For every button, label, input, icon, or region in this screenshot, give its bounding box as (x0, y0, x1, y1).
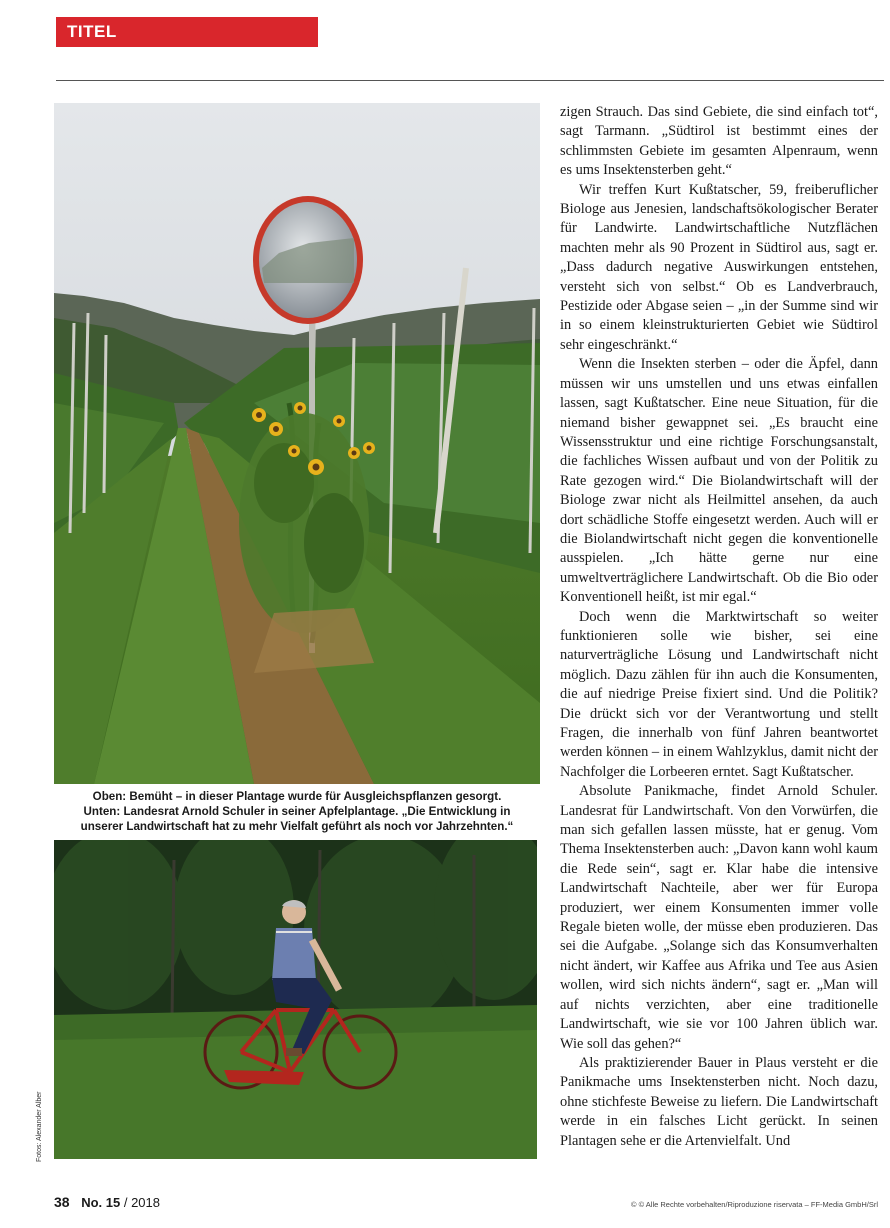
paragraph: zigen Strauch. Das sind Gebiete, die sind einfach tot“, sagt Tarmann. „Südtirol ist bestimmt eines der schlimmsten Gebiete im gesamten Alpenraum, wenn es ums Insektensterben geht.“ (560, 104, 878, 179)
cyclist-photo (54, 840, 537, 1159)
caption-line: unserer Landwirtschaft hat zu mehr Vielfalt geführt als noch vor Jahrzehnten.“ (80, 820, 514, 833)
photo-credit: Fotos: Alexander Alber (36, 1091, 43, 1162)
paragraph: Wir treffen Kurt Kußtatscher, 59, freiberuflicher Biologe aus Jenesien, landschaftsökologischer Berater für Landwirte. Landwirtschaftliche Nutzflächen machten mehr als 90 Prozent in Südtirol aus, sagt er. „Dass dadurch negative Auswirkungen entstehen, versteht sich von selbst.“ Ob es Landverbrauch, Pestizide oder Abgase seien – „in der Summe sind wir in so einem kleinstrukturierten Gebiet wie Südtirol sehr eingeschränkt.“ (560, 181, 878, 353)
paragraph: Wenn die Insekten sterben – oder die Äpfel, dann müssen wir uns umstellen und uns etwas einfallen lassen, sagt Kußtatscher. Eine neue Situation, für die niemand bisher gewappnet sei. „Es braucht eine Wissensstruktur und eine richtige Forschungsanstalt, die fachliches Wissen aufbaut und von der Politik zu Rate gezogen wird.“ Die Biolandwirtschaft will der Biologe zwar nicht als Heilmittel ansehen, da auch dort schädliche Stoffe eingesetzt werden. Auch will er die Biolandwirtschaft nicht gegen die konventionelle ausspielen. „Ich hätte gerne nur eine umweltverträglichere Landwirtschaft. Ob die Bio oder Konventionell heißt, ist mir egal.“ (560, 356, 878, 606)
issue-number: No. 15 (81, 1195, 121, 1210)
page-number: 38 (54, 1194, 70, 1210)
orchard-photo (54, 103, 540, 784)
paragraph: Absolute Panikmache, findet Arnold Schuler. Landesrat für Landwirtschaft. Von den Vorwürfen, die man sich gefallen lassen müsste, hat er genug. Vom Thema Insektensterben auch: „Davon kann wohl kaum die Rede sein“, sagt er. Klar habe die intensive Landwirtschaft Nachteile, aber wer für Europa produziert, wer einem Konsumenten immer volle Regale bieten wolle, der müsse eben produzieren. Das sei die Aufgabe. „Solange sich das Konsumverhalten nicht ändert, wir Kaffee aus Afrika und Tee aus Asien wollen, wird sich nichts ändern“, sagt er. „Man will auf nichts verzichten, aber eine traditionelle Landwirtschaft, wie sie vor 100 Jahren üblich war. Wie soll das gehen?“ (560, 783, 878, 1052)
header-rule (56, 80, 884, 81)
paragraph: Als praktizierender Bauer in Plaus versteht er die Panikmache ums Insektensterben nicht. Noch dazu, ohne stichfeste Beweise zu liefern. Die Landwirtschaft werde in ein falsches Licht gerückt. In seinen Plantagen sehe er die Artenvielfalt. Und (560, 1054, 878, 1149)
copyright-notice: © © Alle Rechte vorbehalten/Riproduzione riservata – FF-Media GmbH/Srl (631, 1200, 878, 1209)
photo-caption (54, 789, 540, 834)
section-tag: TITEL (56, 17, 318, 47)
caption-line: Oben: Bemüht – in dieser Plantage wurde für Ausgleichspflanzen gesorgt. (92, 790, 502, 803)
caption-line: Unten: Landesrat Arnold Schuler in seiner Apfelplantage. „Die Entwicklung in (83, 805, 511, 818)
paragraph: Doch wenn die Marktwirtschaft so weiter funktionieren solle wie bisher, sei eine naturverträgliche Lösung und Landwirtschaft nicht möglich. Dazu zählen für ihn auch die Konsumenten, die auf niedrige Preise fixiert sind. Und die Politik? Die drückt sich vor der Verantwortung und stellt Fragen, die innerhalb von fünf Jahren beantwortet werden können – in einem Wahlzyklus, damit nicht der Nachfolger die Lorbeeren erntet. Sagt Kußtatscher. (560, 608, 878, 780)
page-footer (54, 1194, 160, 1210)
article-column (560, 103, 878, 1151)
issue-year: / 2018 (123, 1195, 160, 1210)
